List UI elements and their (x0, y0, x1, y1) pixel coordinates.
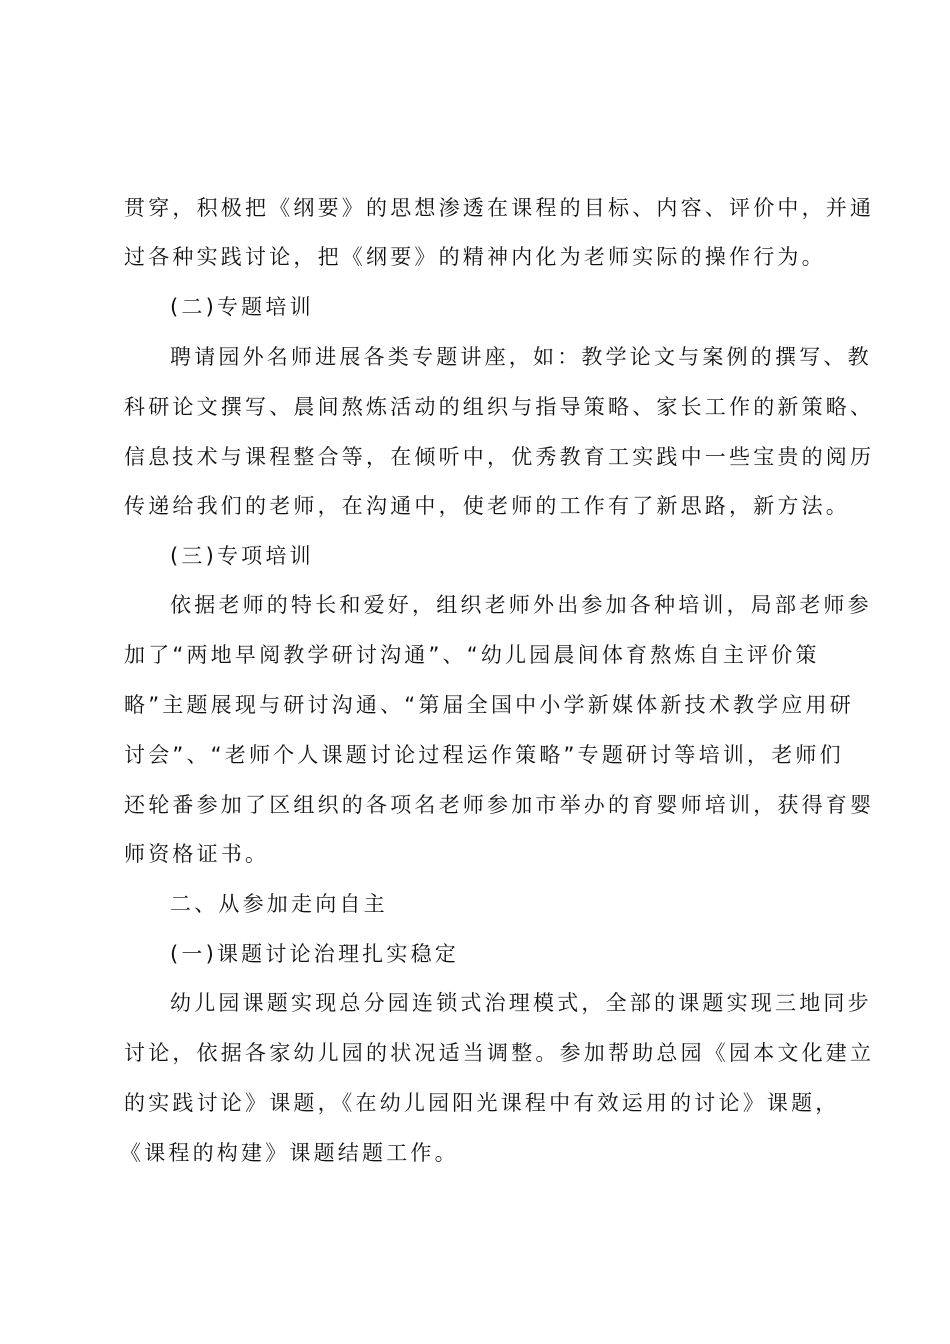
text-line: 传递给我们的老师，在沟通中，使老师的工作有了新思路，新方法。 (124, 494, 850, 518)
text-line: 略”主题展现与研讨沟通、“第届全国中小学新媒体新技术教学应用研 (124, 693, 854, 717)
text-line: 的实践讨论》课题，《在幼儿园阳光课程中有效运用的讨论》课题， (124, 1091, 840, 1115)
text-line: 师资格证书。 (124, 842, 270, 866)
text-line: 信息技术与课程整合等，在倾听中，优秀教育工实践中一些宝贵的阅历 (124, 445, 875, 469)
text-line: 加了“两地早阅教学研讨沟通”、“幼儿园晨间体育熬炼自主评价策 (124, 643, 820, 667)
text-line: 幼儿园课题实现总分园连锁式治理模式，全部的课题实现三地同步 (170, 991, 872, 1015)
text-line: 依据老师的特长和爱好，组织老师外出参加各种培训，局部老师参 (170, 593, 872, 617)
section-heading: (三)专项培训 (170, 544, 314, 568)
section-heading: 二、从参加走向自主 (170, 892, 388, 916)
text-line: 科研论文撰写、晨间熬炼活动的组织与指导策略、家长工作的新策略、 (124, 395, 875, 419)
text-line: 聘请园外名师进展各类专题讲座，如：教学论文与案例的撰写、教 (170, 345, 872, 369)
text-line: 贯穿，积极把《纲要》的思想渗透在课程的目标、内容、评价中，并通 (124, 196, 875, 220)
subsection-heading: (一)课题讨论治理扎实稳定 (170, 942, 459, 966)
text-line: 讨会”、“老师个人课题讨论过程运作策略”专题研讨等培训，老师们 (124, 743, 844, 767)
text-line: 过各种实践讨论，把《纲要》的精神内化为老师实际的操作行为。 (124, 245, 826, 269)
section-heading: (二)专题培训 (170, 295, 314, 319)
text-line: 讨论，依据各家幼儿园的状况适当调整。参加帮助总园《园本文化建立 (124, 1041, 875, 1065)
text-line: 《课程的构建》课题结题工作。 (120, 1141, 459, 1165)
text-line: 还轮番参加了区组织的各项名老师参加市举办的育婴师培训，获得育婴 (124, 793, 875, 817)
